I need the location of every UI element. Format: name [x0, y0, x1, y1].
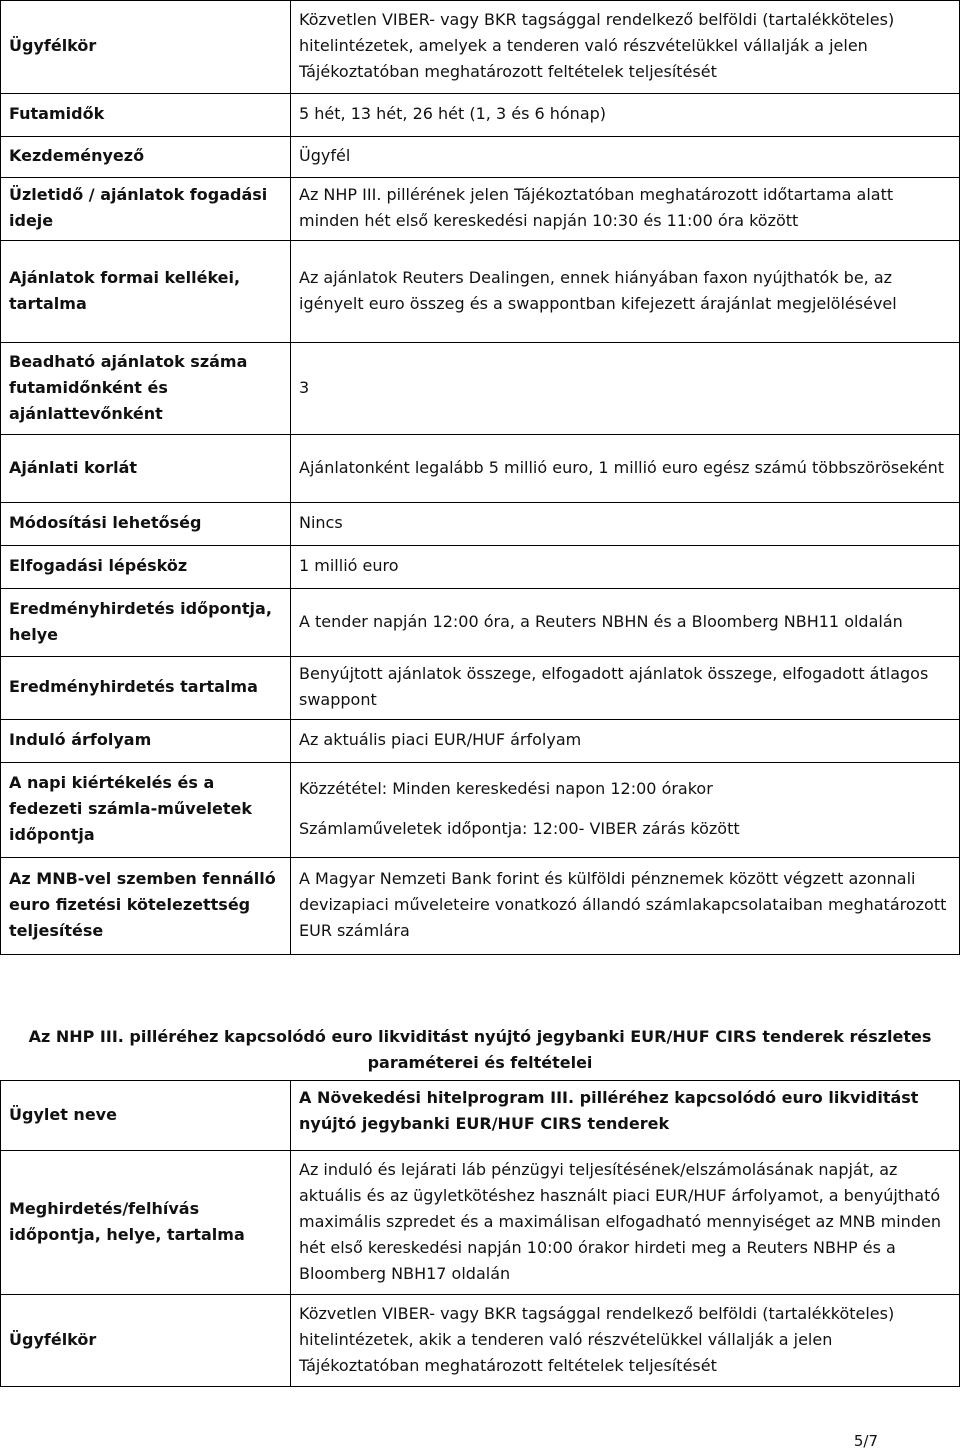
row-label: Kezdeményező — [1, 137, 291, 178]
table-row — [1, 503, 960, 546]
table-row — [1, 343, 960, 435]
table-row — [1, 435, 960, 503]
table-row — [1, 589, 960, 657]
row-label: Üzletidő / ajánlatok fogadási ideje — [1, 178, 291, 241]
row-value: Az ajánlatok Reuters Dealingen, ennek hiányában faxon nyújthatók be, az igényelt euro összeg és a swappontban kifejezett árajánlat megjelölésével — [291, 241, 960, 343]
row-label: Futamidők — [1, 94, 291, 137]
table-row — [1, 858, 960, 955]
row-value: 1 millió euro — [291, 546, 960, 589]
row-value: Ügyfél — [291, 137, 960, 178]
publication-time: Közzététel: Minden kereskedési napon 12:00 órakor — [299, 779, 713, 798]
row-value: Közvetlen VIBER- vagy BKR tagsággal rendelkező belföldi (tartalékköteles) hitelintézetek, amelyek a tenderen való részvételükkel vállalják a jelen Tájékoztatóban meghatározott feltételek teljesítését — [291, 1, 960, 94]
row-value: Az induló és lejárati láb pénzügyi teljesítésének/elszámolásának napját, az aktuális és az ügyletkötéshez használt piaci EUR/HUF árfolyamot, a benyújtható maximális szpredet és a maximálisan elfogadható mennyiséget az MNB minden hét első kereskedési napján 10:00 órakor hirdeti meg a Reuters NBHP és a Bloomberg NBH17 oldalán — [291, 1151, 960, 1295]
row-label: Induló árfolyam — [1, 720, 291, 763]
row-label: A napi kiértékelés és a fedezeti számla-műveletek időpontja — [1, 763, 291, 858]
row-value: Közvetlen VIBER- vagy BKR tagsággal rendelkező belföldi (tartalékköteles) hitelintézetek, akik a tenderen való részvételükkel vállalják a jelen Tájékoztatóban meghatározott feltételek teljesítését — [291, 1295, 960, 1387]
row-label: Meghirdetés/felhívás időpontja, helye, tartalma — [1, 1151, 291, 1295]
table-row — [1, 763, 960, 858]
parameters-table-2 — [0, 1080, 960, 1387]
table-row — [1, 137, 960, 178]
row-label: Beadható ajánlatok száma futamidőnként és ajánlattevőnként — [1, 343, 291, 435]
row-label: Eredményhirdetés tartalma — [1, 657, 291, 720]
row-label: Eredményhirdetés időpontja, helye — [1, 589, 291, 657]
row-label: Módosítási lehetőség — [1, 503, 291, 546]
row-value: A tender napján 12:00 óra, a Reuters NBHN és a Bloomberg NBH11 oldalán — [291, 589, 960, 657]
table-row — [1, 178, 960, 241]
row-value: Benyújtott ajánlatok összege, elfogadott ajánlatok összege, elfogadott átlagos swappont — [291, 657, 960, 720]
table-row — [1, 1295, 960, 1387]
row-label: Ajánlatok formai kellékei, tartalma — [1, 241, 291, 343]
row-label: Ügyfélkör — [1, 1, 291, 94]
row-label: Elfogadási lépésköz — [1, 546, 291, 589]
table-row — [1, 241, 960, 343]
row-value: Az aktuális piaci EUR/HUF árfolyam — [291, 720, 960, 763]
table-row — [1, 546, 960, 589]
row-value: Ajánlatonként legalább 5 millió euro, 1 millió euro egész számú többszöröseként — [291, 435, 960, 503]
row-label: Ügylet neve — [1, 1081, 291, 1151]
row-value: 5 hét, 13 hét, 26 hét (1, 3 és 6 hónap) — [291, 94, 960, 137]
row-value: Az NHP III. pillérének jelen Tájékoztatóban meghatározott időtartama alatt minden hét első kereskedési napján 10:30 és 11:00 óra között — [291, 178, 960, 241]
account-operations-time: Számlaműveletek időpontja: 12:00- VIBER zárás között — [299, 819, 740, 838]
row-value — [291, 763, 960, 858]
row-value: 3 — [291, 343, 960, 435]
row-value: A Növekedési hitelprogram III. pilléréhez kapcsolódó euro likviditást nyújtó jegybanki EUR/HUF CIRS tenderek — [291, 1081, 960, 1151]
row-value: A Magyar Nemzeti Bank forint és külföldi pénznemek között végzett azonnali devizapiaci műveleteire vonatkozó állandó számlakapcsolataiban meghatározott EUR számlára — [291, 858, 960, 955]
table-row — [1, 1151, 960, 1295]
table-row — [1, 94, 960, 137]
table-row — [1, 1, 960, 94]
row-label: Az MNB-vel szemben fennálló euro fizetési kötelezettség teljesítése — [1, 858, 291, 955]
section-title: Az NHP III. pilléréhez kapcsolódó euro likviditást nyújtó jegybanki EUR/HUF CIRS tenderek részletes paraméterei és feltételei — [28, 1027, 932, 1072]
row-label: Ajánlati korlát — [1, 435, 291, 503]
table-row — [1, 657, 960, 720]
page-number: 5/7 — [853, 1432, 878, 1450]
row-label: Ügyfélkör — [1, 1295, 291, 1387]
row-value: Nincs — [291, 503, 960, 546]
table-row — [1, 1081, 960, 1151]
table-row — [1, 720, 960, 763]
